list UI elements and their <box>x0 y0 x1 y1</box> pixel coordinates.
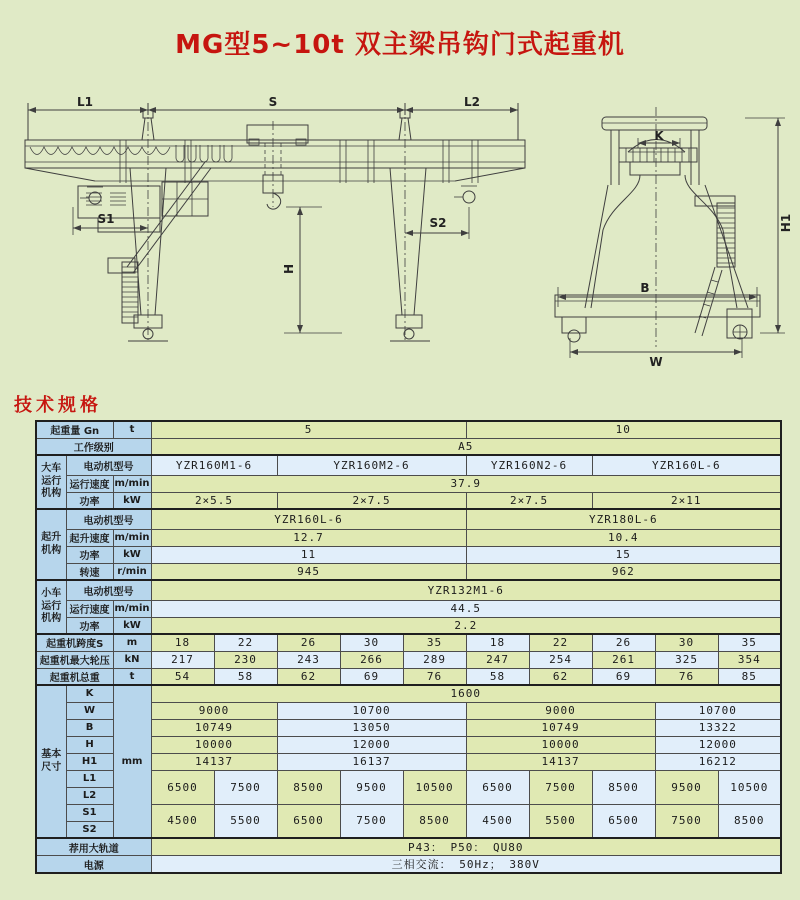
table-cell: 2.2 <box>151 617 781 634</box>
table-row <box>36 475 781 492</box>
table-row <box>36 856 781 874</box>
table-cell: W <box>66 702 113 719</box>
table-row <box>36 668 781 685</box>
table-cell: 14137 <box>151 753 277 770</box>
table-cell: 8500 <box>592 770 655 804</box>
table-row <box>36 529 781 546</box>
table-cell: 10.4 <box>466 529 781 546</box>
table-cell: YZR160M2-6 <box>277 455 466 475</box>
dim-label-h1: H1 <box>779 213 793 233</box>
table-row <box>36 438 781 455</box>
table-cell: kW <box>113 492 151 509</box>
table-cell: P43： P50： QU80 <box>151 838 781 856</box>
table-cell: 10749 <box>466 719 655 736</box>
table-cell: 起重机总重 <box>36 668 113 685</box>
dim-label-s2: S2 <box>429 216 447 230</box>
table-cell: 起重机最大轮压 <box>36 651 113 668</box>
dim-label-l2: L2 <box>464 95 480 109</box>
table-cell: m/min <box>113 529 151 546</box>
table-cell: H1 <box>66 753 113 770</box>
table-row <box>36 492 781 509</box>
dim-label-k: K <box>654 129 664 143</box>
dim-label-h: H <box>282 263 296 275</box>
table-cell: 962 <box>466 563 781 580</box>
table-cell: 12.7 <box>151 529 466 546</box>
table-cell: 基本尺寸 <box>36 685 66 838</box>
table-row <box>36 600 781 617</box>
table-cell: 8500 <box>403 804 466 838</box>
table-cell: 945 <box>151 563 466 580</box>
table-cell: 62 <box>529 668 592 685</box>
spec-table-body <box>36 421 781 873</box>
table-cell: 69 <box>592 668 655 685</box>
table-row <box>36 580 781 600</box>
table-cell: 22 <box>214 634 277 651</box>
table-cell: 16212 <box>655 753 781 770</box>
table-cell: 254 <box>529 651 592 668</box>
table-cell: r/min <box>113 563 151 580</box>
table-cell: H <box>66 736 113 753</box>
table-cell: 8500 <box>718 804 781 838</box>
table-cell: 电动机型号 <box>66 509 151 529</box>
table-cell: kN <box>113 651 151 668</box>
table-cell: 247 <box>466 651 529 668</box>
table-cell: 10500 <box>718 770 781 804</box>
table-cell: 261 <box>592 651 655 668</box>
table-cell: 起重机跨度S <box>36 634 113 651</box>
table-cell: 30 <box>655 634 718 651</box>
table-row <box>36 685 781 702</box>
table-cell: 6500 <box>277 804 340 838</box>
table-cell: 8500 <box>277 770 340 804</box>
table-cell: 6500 <box>466 770 529 804</box>
table-cell: 354 <box>718 651 781 668</box>
table-cell: 13322 <box>655 719 781 736</box>
table-cell: 2×7.5 <box>466 492 592 509</box>
table-cell: 13050 <box>277 719 466 736</box>
table-cell: 2×5.5 <box>151 492 277 509</box>
table-cell: L2 <box>66 787 113 804</box>
table-cell: 功率 <box>66 617 113 634</box>
table-cell: 289 <box>403 651 466 668</box>
table-cell: S1 <box>66 804 113 821</box>
table-row <box>36 651 781 668</box>
table-cell: 起重量 Gn <box>36 421 113 438</box>
table-cell: 35 <box>403 634 466 651</box>
table-cell: kW <box>113 617 151 634</box>
table-cell: 266 <box>340 651 403 668</box>
table-cell: A5 <box>151 438 781 455</box>
table-cell: 电源 <box>36 856 151 874</box>
table-cell: t <box>113 421 151 438</box>
section-heading: 技术规格 <box>14 395 102 416</box>
dim-label-s: S <box>268 95 278 109</box>
table-cell: 10749 <box>151 719 277 736</box>
dim-label-w: W <box>649 355 663 369</box>
table-cell: B <box>66 719 113 736</box>
table-cell: 6500 <box>151 770 214 804</box>
table-row <box>36 509 781 529</box>
side-view-drawing <box>545 95 795 385</box>
table-cell: 电动机型号 <box>66 455 151 475</box>
table-cell: 功率 <box>66 546 113 563</box>
table-cell: 14137 <box>466 753 655 770</box>
table-cell: 37.9 <box>151 475 781 492</box>
table-cell: 22 <box>529 634 592 651</box>
table-cell: m/min <box>113 475 151 492</box>
table-cell: 76 <box>403 668 466 685</box>
table-cell: 起升机构 <box>36 509 66 580</box>
table-cell: t <box>113 668 151 685</box>
table-cell: 转速 <box>66 563 113 580</box>
table-cell: 230 <box>214 651 277 668</box>
table-cell: YZR132M1-6 <box>151 580 781 600</box>
table-cell: kW <box>113 546 151 563</box>
table-cell: 30 <box>340 634 403 651</box>
table-cell: 功率 <box>66 492 113 509</box>
dim-label-b: B <box>640 281 650 295</box>
table-cell: 4500 <box>151 804 214 838</box>
table-row <box>36 838 781 856</box>
table-row <box>36 617 781 634</box>
table-cell: 5500 <box>529 804 592 838</box>
table-cell: 10 <box>466 421 781 438</box>
table-cell: 10700 <box>277 702 466 719</box>
table-cell: 85 <box>718 668 781 685</box>
table-row <box>36 546 781 563</box>
table-cell: 12000 <box>277 736 466 753</box>
table-cell: 58 <box>466 668 529 685</box>
table-cell: 9000 <box>151 702 277 719</box>
table-cell: 10000 <box>466 736 655 753</box>
table-cell: 5500 <box>214 804 277 838</box>
table-cell: 荐用大轨道 <box>36 838 151 856</box>
table-cell: 7500 <box>655 804 718 838</box>
front-view-drawing <box>10 95 545 385</box>
table-cell: 243 <box>277 651 340 668</box>
table-cell: S2 <box>66 821 113 838</box>
table-cell: 44.5 <box>151 600 781 617</box>
table-cell: 76 <box>655 668 718 685</box>
table-cell: m <box>113 634 151 651</box>
table-cell: 运行速度 <box>66 600 113 617</box>
table-cell: 18 <box>151 634 214 651</box>
table-cell: YZR160M1-6 <box>151 455 277 475</box>
table-cell: 58 <box>214 668 277 685</box>
page-title: MG型5~10t 双主梁吊钩门式起重机 <box>175 30 625 60</box>
table-cell: 26 <box>592 634 655 651</box>
table-cell: 7500 <box>529 770 592 804</box>
table-cell: 6500 <box>592 804 655 838</box>
table-cell: 工作级别 <box>36 438 151 455</box>
table-cell: 2×7.5 <box>277 492 466 509</box>
table-cell: 9000 <box>466 702 655 719</box>
table-cell: 9500 <box>655 770 718 804</box>
table-cell: K <box>66 685 113 702</box>
table-cell: 1600 <box>151 685 781 702</box>
table-cell: YZR160N2-6 <box>466 455 592 475</box>
table-cell: 16137 <box>277 753 466 770</box>
table-row <box>36 455 781 475</box>
table-cell: YZR160L-6 <box>592 455 781 475</box>
table-cell: 15 <box>466 546 781 563</box>
table-cell: 运行速度 <box>66 475 113 492</box>
table-cell: 9500 <box>340 770 403 804</box>
table-row <box>36 634 781 651</box>
table-cell: 217 <box>151 651 214 668</box>
table-cell: 2×11 <box>592 492 781 509</box>
table-row <box>36 563 781 580</box>
table-cell: 69 <box>340 668 403 685</box>
dim-label-l1: L1 <box>77 95 93 109</box>
table-row <box>36 421 781 438</box>
table-cell: 11 <box>151 546 466 563</box>
table-cell: 电动机型号 <box>66 580 151 600</box>
table-cell: 12000 <box>655 736 781 753</box>
table-cell: 大车运行机构 <box>36 455 66 509</box>
table-cell: 10000 <box>151 736 277 753</box>
table-cell: 三相交流： 50Hz； 380V <box>151 856 781 874</box>
table-cell: 5 <box>151 421 466 438</box>
technical-drawings <box>10 95 800 385</box>
table-cell: 7500 <box>214 770 277 804</box>
table-cell: 26 <box>277 634 340 651</box>
table-cell: YZR160L-6 <box>151 509 466 529</box>
table-cell: m/min <box>113 600 151 617</box>
table-cell: 10500 <box>403 770 466 804</box>
table-cell: 起升速度 <box>66 529 113 546</box>
table-cell: 54 <box>151 668 214 685</box>
table-cell: 7500 <box>340 804 403 838</box>
dim-label-s1: S1 <box>97 212 115 226</box>
table-cell: 小车运行机构 <box>36 580 66 634</box>
spec-table <box>35 420 782 874</box>
table-cell: 62 <box>277 668 340 685</box>
table-cell: YZR180L-6 <box>466 509 781 529</box>
table-cell: L1 <box>66 770 113 787</box>
table-cell: 18 <box>466 634 529 651</box>
table-cell: 4500 <box>466 804 529 838</box>
table-cell: 10700 <box>655 702 781 719</box>
table-cell: 325 <box>655 651 718 668</box>
table-cell: 35 <box>718 634 781 651</box>
table-cell: mm <box>113 685 151 838</box>
